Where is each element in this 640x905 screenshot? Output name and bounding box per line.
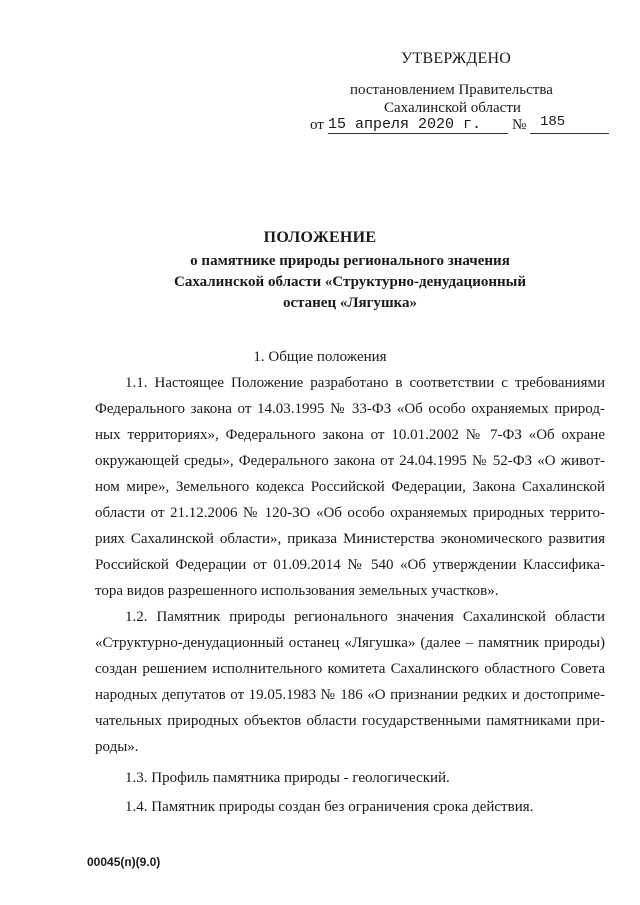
approval-line-1: постановлением Правительства <box>350 82 553 98</box>
date-underline <box>328 133 508 134</box>
paragraph-line: создан решением исполнительного комитета Сахалинского областного Совета <box>95 661 605 677</box>
paragraph-line: «Структурно-денудационный останец «Лягушка» (далее – памятник природы) <box>95 635 605 651</box>
document-subtitle-3: останец «Лягушка» <box>282 295 418 311</box>
section-heading: 1. Общие положения <box>253 349 387 365</box>
paragraph-line: области от 21.12.2006 № 120-ЗО «Об особо охраняемых природных террито- <box>95 505 605 521</box>
paragraph-1-4: 1.4. Памятник природы создан без ограничения срока действия. <box>125 799 534 815</box>
paragraph-line: 1.2. Памятник природы регионального значения Сахалинской области <box>125 609 605 625</box>
paragraph-line: ных территориях», Федерального закона от 10.01.2002 № 7-ФЗ «Об охране <box>95 427 605 443</box>
document-title: ПОЛОЖЕНИЕ <box>263 229 377 246</box>
approval-date: 15 апреля 2020 г. <box>328 116 482 133</box>
approval-number: 185 <box>540 114 566 130</box>
document-subtitle-2: Сахалинской области «Структурно-денудационный <box>173 274 526 290</box>
paragraph-line: народных депутатов от 19.05.1983 № 186 «О признании редких и достоприме- <box>95 687 605 703</box>
number-sign: № <box>512 117 527 133</box>
paragraph-line: Федерального закона от 14.03.1995 № 33-ФЗ «Об особо охраняемых природ- <box>95 401 605 417</box>
paragraph-line: 1.1. Настоящее Положение разработано в соответствии с требованиями <box>125 375 605 391</box>
paragraph-line: ном мире», Земельного кодекса Российской Федерации, Закона Сахалинской <box>95 479 605 495</box>
date-prefix: от <box>310 117 324 133</box>
approval-line-2: Сахалинской области <box>384 100 521 116</box>
paragraph-line: роды». <box>95 739 139 755</box>
approval-date-row <box>310 116 610 136</box>
paragraph-line: тора видов разрешенного использования земельных участков». <box>95 583 499 599</box>
paragraph-line: риях Сахалинской области», приказа Министерства экономического развития <box>95 531 605 547</box>
document-code: 00045(п)(9.0) <box>87 855 161 869</box>
document-subtitle-1: о памятнике природы регионального значения <box>190 253 510 269</box>
paragraph-line: чательных природных объектов области государственными памятниками при- <box>95 713 605 729</box>
number-underline <box>530 133 609 134</box>
paragraph-1-3: 1.3. Профиль памятника природы - геологический. <box>125 770 450 786</box>
paragraph-line: окружающей среды», Федерального закона от 24.04.1995 № 52-ФЗ «О живот- <box>95 453 605 469</box>
paragraph-line: Российской Федерации от 01.09.2014 № 540 «Об утверждении Классифика- <box>95 557 605 573</box>
approval-stamp-title: УТВЕРЖДЕНО <box>401 50 512 67</box>
